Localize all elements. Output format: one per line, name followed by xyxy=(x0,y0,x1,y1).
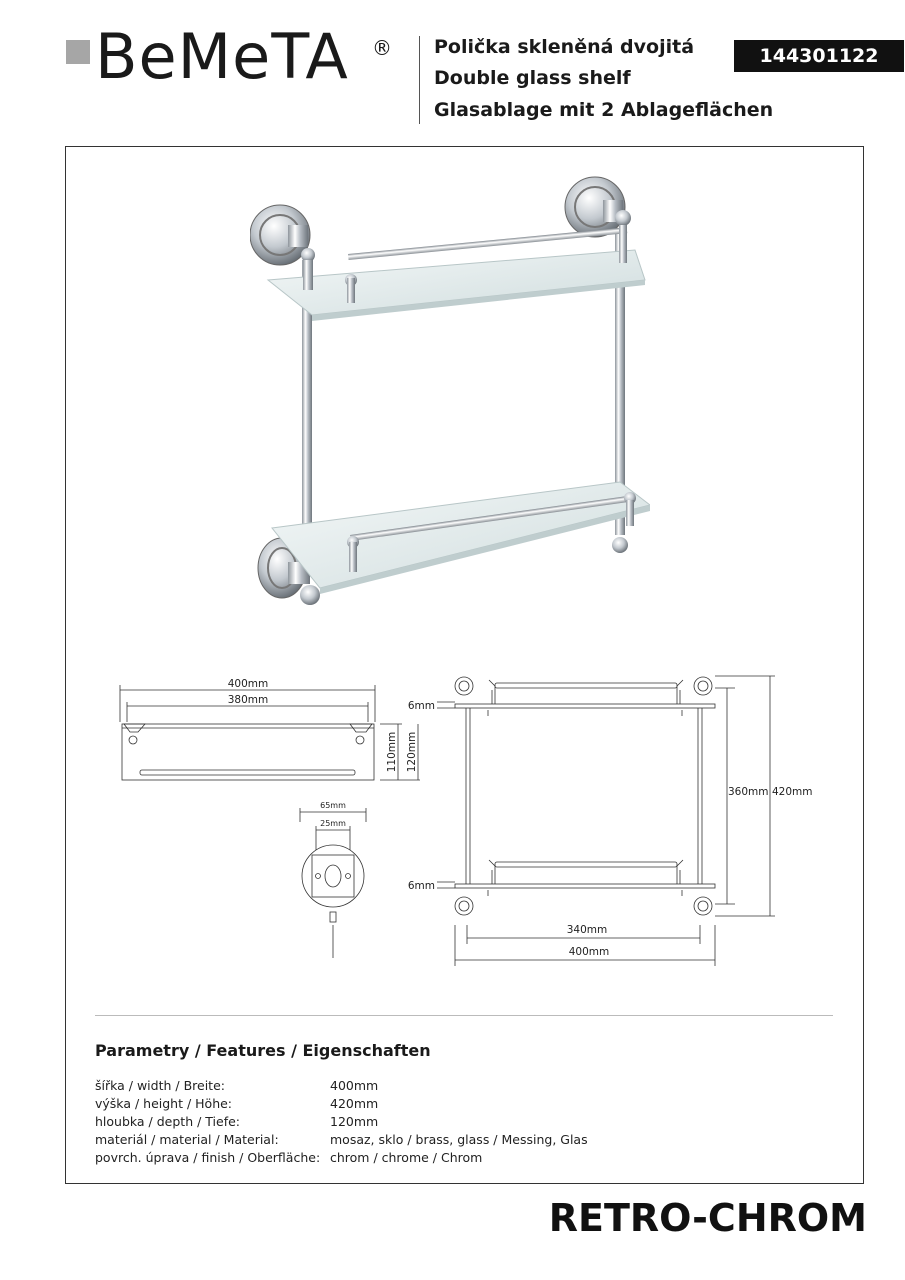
feature-label: hloubka / depth / Tiefe: xyxy=(95,1114,240,1129)
product-code-badge: 144301122 xyxy=(734,40,904,72)
series-name: RETRO-CHROM xyxy=(548,1196,867,1240)
dim-front-inner-width: 340mm xyxy=(566,924,608,936)
dim-height-total: 420mm xyxy=(772,786,813,798)
features-divider xyxy=(95,1015,833,1016)
dim-plate-diameter: 65mm xyxy=(320,801,346,810)
registered-mark: ® xyxy=(372,36,392,60)
dim-top-depth-outer: 110mm xyxy=(386,731,398,773)
features-heading: Parametry / Features / Eigenschaften xyxy=(95,1041,431,1060)
feature-row-depth xyxy=(95,1113,695,1131)
brand-logo: BeMeTA xyxy=(95,20,349,93)
feature-value: 420mm xyxy=(330,1096,379,1111)
feature-label: povrch. úprava / finish / Oberfläche: xyxy=(95,1150,321,1165)
features-table xyxy=(95,1077,695,1167)
dim-glass-bottom: 6mm xyxy=(407,880,435,892)
product-title-en: Double glass shelf xyxy=(434,67,631,89)
dim-top-width-total: 400mm xyxy=(227,678,269,690)
feature-row-finish xyxy=(95,1149,695,1167)
dim-top-width-inner: 380mm xyxy=(227,694,269,706)
feature-row-height xyxy=(95,1095,695,1113)
feature-value: mosaz, sklo / brass, glass / Messing, Glas xyxy=(330,1132,588,1147)
dim-front-width-total: 400mm xyxy=(568,946,610,958)
feature-value: chrom / chrome / Chrom xyxy=(330,1150,483,1165)
product-title-cz: Polička skleněná dvojitá xyxy=(434,36,695,58)
feature-value: 400mm xyxy=(330,1078,379,1093)
feature-row-width xyxy=(95,1077,695,1095)
feature-row-material xyxy=(95,1131,695,1149)
feature-value: 120mm xyxy=(330,1114,379,1129)
dim-shelf-spacing: 360mm xyxy=(728,786,769,798)
dim-plate-holes: 25mm xyxy=(320,819,346,828)
feature-label: materiál / material / Material: xyxy=(95,1132,279,1147)
dim-glass-top: 6mm xyxy=(407,700,435,712)
dim-top-depth-total: 120mm xyxy=(406,731,418,773)
product-title-de: Glasablage mit 2 Ablageflächen xyxy=(434,99,774,121)
feature-label: šířka / width / Breite: xyxy=(95,1078,225,1093)
feature-label: výška / height / Höhe: xyxy=(95,1096,233,1111)
